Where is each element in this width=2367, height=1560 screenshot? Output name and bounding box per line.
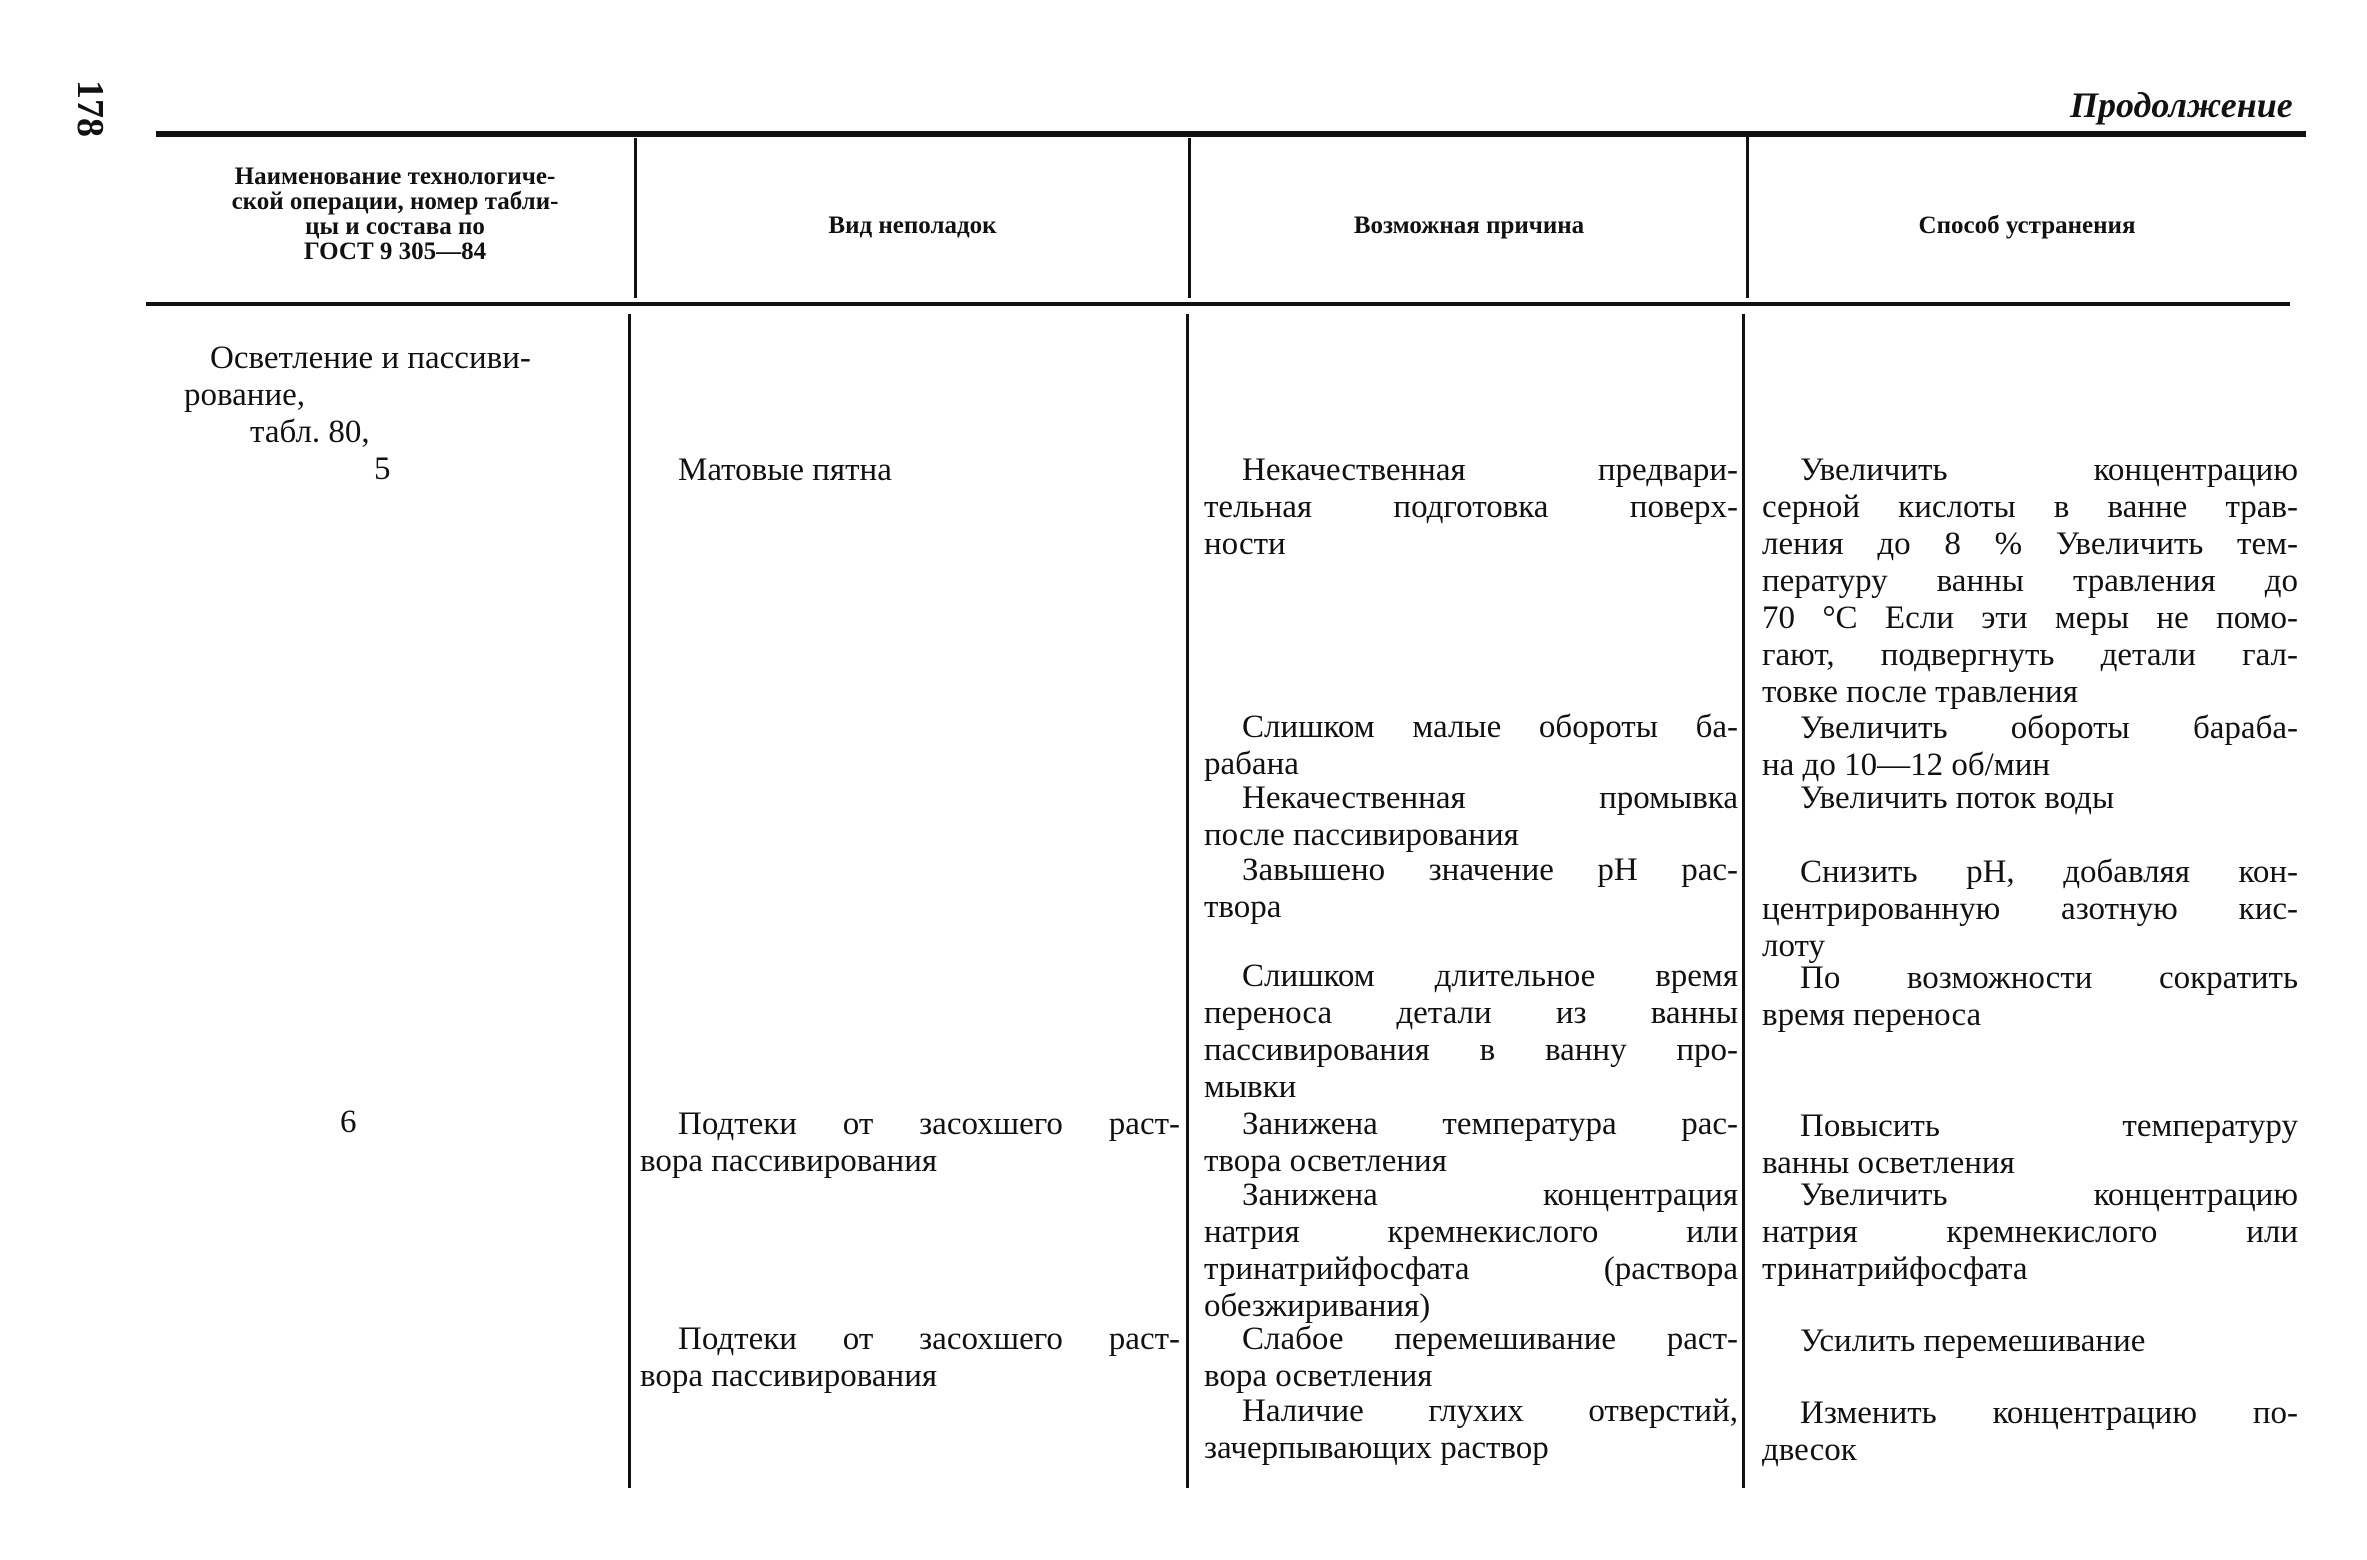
header-defect-type: Вид неполадок: [828, 212, 997, 239]
row-number: 6: [340, 1104, 357, 1140]
text-line: тринатрийфосфата (раствора: [1204, 1251, 1738, 1287]
text-line: на до 10—12 об/мин: [1762, 747, 2051, 783]
text-line: Осветление и пассиви-: [210, 340, 531, 376]
remedy: [1762, 780, 2298, 817]
possible-cause: [1204, 1321, 1738, 1395]
text-line: переноса детали из ванны: [1204, 995, 1738, 1031]
text-line: твора осветления: [1204, 1143, 1447, 1179]
text-line: Наличие глухих отверстий,: [1242, 1393, 1738, 1429]
text-line: Слабое перемешивание раст-: [1242, 1321, 1738, 1357]
text-line: пературу ванны травления до: [1762, 563, 2298, 599]
text-line: Подтеки от засохшего раст-: [678, 1321, 1180, 1357]
header-operation: Наименование технологиче- ской операции, номер табли- цы и состава по ГОСТ 9 305—84: [231, 163, 559, 265]
body-divider-3: [1742, 314, 1745, 1488]
header-divider-3: [1746, 136, 1749, 298]
text-line: Увеличить концентрацию: [1800, 1177, 2298, 1213]
text-line: Слишком длительное время: [1242, 958, 1738, 994]
text-line: Усилить перемешивание: [1800, 1323, 2146, 1359]
defect-type: [640, 452, 1180, 489]
text-line: тельная подготовка поверх-: [1204, 489, 1738, 525]
text-line: двесок: [1762, 1432, 1857, 1468]
page-number: 178: [69, 80, 111, 137]
text-line: Увеличить поток воды: [1800, 780, 2115, 816]
text-line: лоту: [1762, 928, 1826, 964]
text-line: Повысить температуру: [1800, 1108, 2298, 1144]
top-rule: [156, 131, 2306, 137]
text-line: вора осветления: [1204, 1358, 1433, 1394]
text-line: вора пассивирования: [640, 1143, 938, 1179]
header-remedy: Способ устранения: [1918, 212, 2136, 239]
text-line: рабана: [1204, 746, 1299, 782]
text-line: обезжиривания): [1204, 1288, 1431, 1324]
text-line: серной кислоты в ванне трав-: [1762, 489, 2298, 525]
text-line: Увеличить обороты бараба-: [1800, 710, 2298, 746]
possible-cause: [1204, 780, 1738, 854]
operation-name: [184, 340, 531, 488]
text-line: Увеличить концентрацию: [1800, 452, 2298, 488]
possible-cause: [1204, 1106, 1738, 1180]
text-line: рование,: [184, 377, 306, 413]
remedy: [1762, 710, 2298, 784]
defect-type: [640, 1106, 1180, 1180]
continuation-label: Продолжение: [2070, 85, 2293, 125]
text-line: твора: [1204, 889, 1282, 925]
text-line: мывки: [1204, 1069, 1297, 1105]
text-line: Матовые пятна: [678, 452, 892, 488]
text-line: зачерпывающих раствор: [1204, 1430, 1549, 1466]
remedy: [1762, 452, 2298, 711]
possible-cause: [1204, 958, 1738, 1106]
text-line: По возможности сократить: [1800, 960, 2298, 996]
text-line: 70 °С Если эти меры не помо-: [1762, 600, 2298, 636]
possible-cause: [1204, 852, 1738, 926]
body-divider-1: [628, 314, 631, 1488]
header-divider-2: [1188, 138, 1191, 298]
text-line: Подтеки от засохшего раст-: [678, 1106, 1180, 1142]
header-divider-1: [634, 138, 637, 298]
text-line: Слишком малые обороты ба-: [1242, 709, 1738, 745]
possible-cause: [1204, 709, 1738, 783]
text-line: тринатрийфосфата: [1762, 1251, 2028, 1287]
text-line: Некачественная предвари-: [1242, 452, 1738, 488]
text-line: натрия кремнекислого или: [1762, 1214, 2298, 1250]
text-line: товке после травления: [1762, 674, 2078, 710]
text-line: Занижена температура рас-: [1242, 1106, 1738, 1142]
header-bottom-rule: [146, 302, 2290, 306]
text-line: ления до 8 % Увеличить тем-: [1762, 526, 2298, 562]
text-line: центрированную азотную кис-: [1762, 891, 2298, 927]
defect-type: [640, 1321, 1180, 1395]
text-line: Снизить pH, добавляя кон-: [1800, 854, 2298, 890]
text-line: пассивирования в ванну про-: [1204, 1032, 1738, 1068]
remedy: [1762, 854, 2298, 965]
remedy: [1762, 1323, 2298, 1360]
text-line: гают, подвергнуть детали гал-: [1762, 637, 2298, 673]
possible-cause: [1204, 452, 1738, 563]
text-line: после пассивирования: [1204, 817, 1519, 853]
text-line: Завышено значение pH рас-: [1242, 852, 1738, 888]
text-line: Изменить концентрацию по-: [1800, 1395, 2298, 1431]
text-line: ванны осветления: [1762, 1145, 2015, 1181]
text-line: время переноса: [1762, 997, 1982, 1033]
remedy: [1762, 1108, 2298, 1182]
body-divider-2: [1186, 314, 1189, 1488]
text-line: Некачественная промывка: [1242, 780, 1738, 816]
text-line: натрия кремнекислого или: [1204, 1214, 1738, 1250]
possible-cause: [1204, 1393, 1738, 1467]
header-possible-cause: Возможная причина: [1353, 212, 1585, 239]
remedy: [1762, 1395, 2298, 1469]
text-line: Занижена концентрация: [1242, 1177, 1738, 1213]
text-line: ности: [1204, 526, 1286, 562]
remedy: [1762, 1177, 2298, 1288]
text-line: вора пассивирования: [640, 1358, 938, 1394]
text-line: 5: [374, 451, 391, 487]
text-line: табл. 80,: [250, 414, 370, 450]
remedy: [1762, 960, 2298, 1034]
possible-cause: [1204, 1177, 1738, 1325]
